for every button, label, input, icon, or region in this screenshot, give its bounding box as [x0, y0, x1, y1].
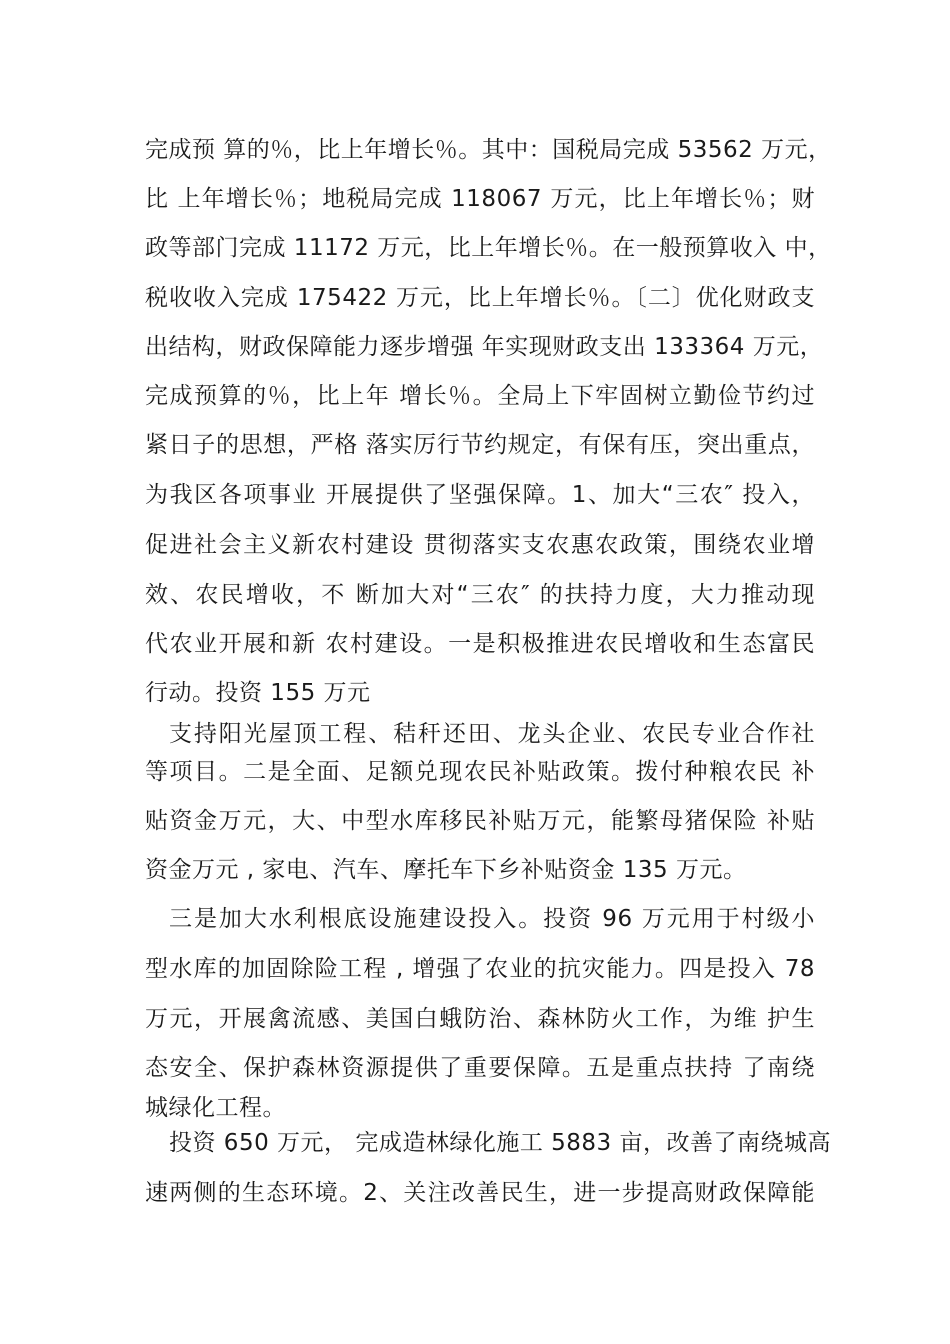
- text-line: 态安全、保护森林资源提供了重要保障。五是重点扶持 了南绕: [145, 1055, 815, 1081]
- text-line: 完成预算的％，比上年 增长％。全局上下牢固树立勤俭节约过: [145, 383, 815, 409]
- paragraph-first-line: 投资 650 万元， 完成造林绿化施工 5883 亩，改善了南绕城高: [169, 1130, 831, 1156]
- text-line: 行动。投资 155 万元: [145, 680, 371, 706]
- text-line: 型水库的加固除险工程 , 增强了农业的抗灾能力。四是投入 78: [145, 956, 815, 982]
- text-line: 速两侧的生态环境。2、关注改善民生，进一步提高财政保障能: [145, 1180, 815, 1206]
- text-line: 代农业开展和新 农村建设。一是积极推进农民增收和生态富民: [145, 631, 815, 657]
- text-line: 效、农民增收，不 断加大对“三农″ 的扶持力度，大力推动现: [145, 582, 815, 608]
- text-line: 促进社会主义新农村建设 贯彻落实支农惠农政策，围绕农业增: [145, 532, 815, 558]
- text-line: 政等部门完成 11172 万元，比上年增长％。在一般预算收入 中，: [145, 235, 832, 261]
- text-line: 万元，开展禽流感、美国白蛾防治、森林防火工作，为维 护生: [145, 1006, 815, 1032]
- text-line: 出结构，财政保障能力逐步增强 年实现财政支出 133364 万元，: [145, 334, 824, 360]
- text-line: 为我区各项事业 开展提供了坚强保障。1、加大“三农″ 投入，: [145, 482, 815, 508]
- paragraph-first-line: 三是加大水利根底设施建设投入。投资 96 万元用于村级小: [169, 906, 815, 932]
- text-line: 资金万元 , 家电、汽车、摩托车下乡补贴资金 135 万元。: [145, 857, 747, 883]
- text-line: 等项目。二是全面、足额兑现农民补贴政策。拨付种粮农民 补: [145, 759, 815, 785]
- text-line: 贴资金万元，大、中型水库移民补贴万元，能繁母猪保险 补贴: [145, 808, 815, 834]
- text-line: 税收收入完成 175422 万元，比上年增长％。〔二〕优化财政支: [145, 285, 815, 311]
- text-line: 城绿化工程。: [145, 1095, 286, 1121]
- text-line: 紧日子的思想，严格 落实厉行节约规定，有保有压，突出重点，: [145, 432, 815, 458]
- text-line: 比 上年增长％；地税局完成 118067 万元，比上年增长％；财: [145, 186, 815, 212]
- paragraph-first-line: 支持阳光屋顶工程、秸秆还田、龙头企业、农民专业合作社: [169, 721, 815, 747]
- text-line: 完成预 算的％，比上年增长％。其中：国税局完成 53562 万元，: [145, 137, 832, 163]
